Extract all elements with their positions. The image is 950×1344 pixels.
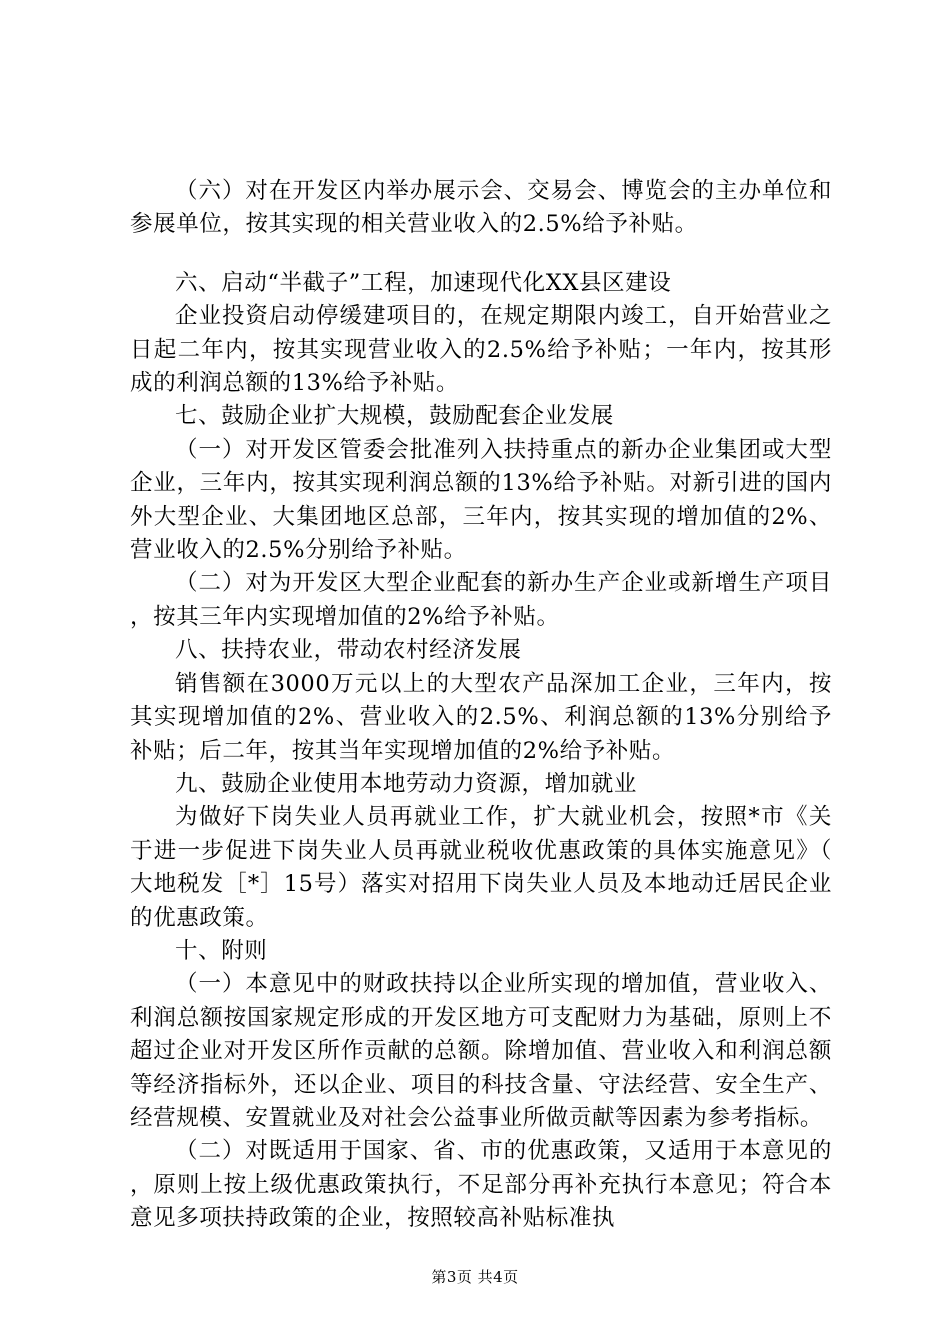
paragraph-enterprise-groups: （一）对开发区管委会批准列入扶持重点的新办企业集团或大型企业，三年内，按其实现利润总额的13%给予补贴。对新引进的国内外大型企业、大集团地区总部，三年内，按其实现的增加值的2%、营业收入的2.5%分别给予补贴。 [130, 436, 832, 564]
paragraph-fiscal-support: （一）本意见中的财政扶持以企业所实现的增加值，营业收入、利润总额按国家规定形成的开发区地方可支配财力为基础，原则上不超过企业对开发区所作贡献的总额。除增加值、营业收入和利润总额等经济指标外，还以企业、项目的科技含量、守法经营、安全生产、经营规模、安置就业及对社会公益事业所做贡献等因素为参考指标。 [130, 971, 832, 1131]
paragraph-stalled-projects: 企业投资启动停缓建项目的，在规定期限内竣工，自开始营业之日起二年内，按其实现营业收入的2.5%给予补贴；一年内，按其形成的利润总额的13%给予补贴。 [130, 303, 832, 397]
paragraph-policy-priority: （二）对既适用于国家、省、市的优惠政策，又适用于本意见的，原则上按上级优惠政策执行，不足部分再补充执行本意见；符合本意见多项扶持政策的企业，按照较高补贴标准执 [130, 1138, 832, 1232]
paragraph-exhibition-subsidy: （六）对在开发区内举办展示会、交易会、博览会的主办单位和参展单位，按其实现的相关营业收入的2.5%给予补贴。 [130, 178, 832, 238]
section-heading-7: 七、鼓励企业扩大规模，鼓励配套企业发展 [175, 403, 614, 430]
paragraph-supporting-enterprises: （二）对为开发区大型企业配套的新办生产企业或新增生产项目，按其三年内实现增加值的2%给予补贴。 [130, 570, 832, 630]
section-heading-10: 十、附则 [175, 937, 268, 964]
paragraph-agriculture: 销售额在3000万元以上的大型农产品深加工企业，三年内，按其实现增加值的2%、营业收入的2.5%、利润总额的13%分别给予补贴；后二年，按其当年实现增加值的2%给予补贴。 [130, 670, 832, 764]
section-heading-6: 六、启动“半截子”工程，加速现代化XX县区建设 [175, 269, 672, 296]
document-body [130, 175, 832, 1236]
section-heading-9: 九、鼓励企业使用本地劳动力资源，增加就业 [175, 770, 638, 797]
page-number-footer: 第3页 共4页 [431, 1268, 519, 1286]
section-heading-8: 八、扶持农业，带动农村经济发展 [175, 637, 522, 664]
paragraph-employment: 为做好下岗失业人员再就业工作，扩大就业机会，按照*市《关于进一步促进下岗失业人员再就业税收优惠政策的具体实施意见》（大地税发［*］15号）落实对招用下岗失业人员及本地动迁居民企业的优惠政策。 [130, 804, 832, 931]
